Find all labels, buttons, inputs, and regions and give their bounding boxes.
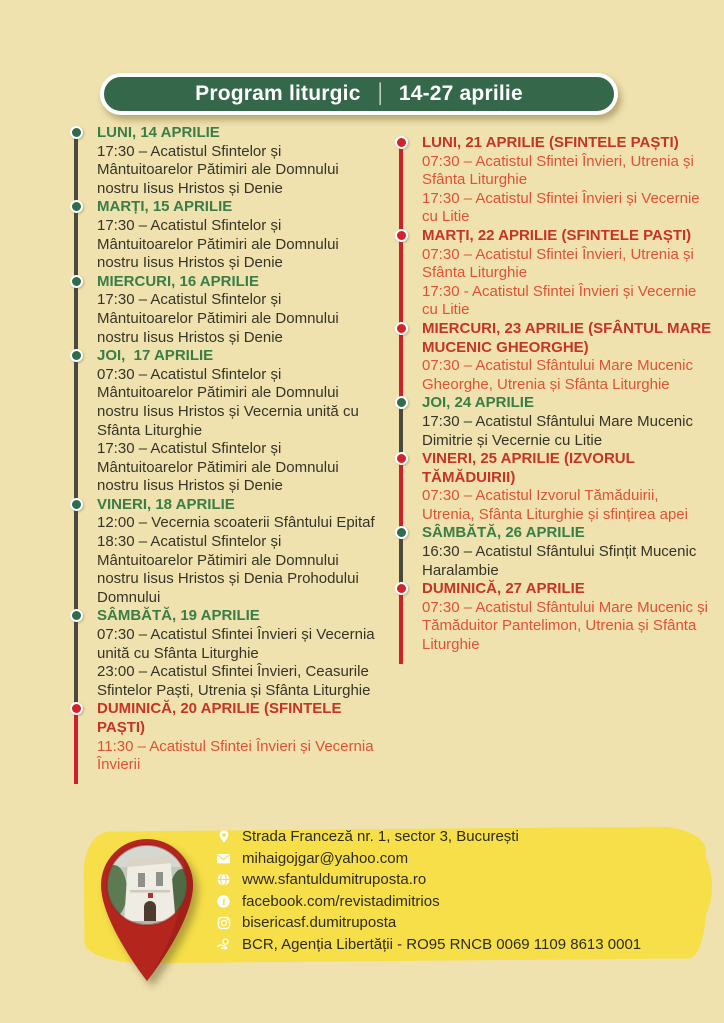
day-entry: [70, 607, 380, 700]
event-line: 17:30 - Acatistul Sfintei Învieri și Vecernie cu Litie: [422, 282, 697, 319]
day-title: VINERI, 18 APRILIE: [97, 495, 235, 513]
globe-icon: [216, 872, 231, 887]
day-title: DUMINICĂ, 20 APRILIE (SFINTELE PAȘTI): [97, 700, 346, 736]
event-line: 18:30 – Acatistul Sfintelor și Mântuitoarelor Pătimiri ale Domnului nostru Iisus Hristos și Denia Prohodului Domnului: [97, 533, 359, 606]
day-entry: [395, 134, 712, 227]
day-title: MIERCURI, 23 APRILIE (SFÂNTUL MARE MUCENIC GHEORGHE): [422, 319, 716, 356]
event-line: 23:00 – Acatistul Sfintei Învieri, Ceasurile Sfintelor Paști, Utrenia și Sfânta Liturghie: [97, 663, 371, 699]
day-title: JOI, 17 APRILIE: [97, 347, 214, 365]
timeline-line: [399, 463, 403, 529]
event-line: 07:30 – Acatistul Sfintelor și Mântuitoarelor Pătimiri ale Domnului nostru Iisus Hristos și Vecernia unită cu Sfânta Liturghie: [97, 365, 359, 439]
timeline-line: [74, 137, 78, 203]
date-range: 14-27 aprilie: [398, 82, 523, 105]
event-line: 12:00 – Vecernia scoaterii Sfântului Epitaf: [97, 514, 375, 532]
day-title: JOI, 24 APRILIE: [422, 394, 534, 412]
svg-text:f: f: [222, 897, 226, 908]
timeline-line: [399, 407, 403, 455]
event-line: 07:30 – Acatistul Sfântului Mare Mucenic și Tămăduitor Pantelimon, Utrenia și Sfânta Liturghie: [422, 598, 708, 654]
timeline-line: [399, 333, 403, 399]
schedule: [70, 124, 716, 775]
timeline-dot-icon: [70, 275, 83, 288]
day-entry: [395, 524, 712, 580]
event-line: 16:30 – Acatistul Sfântului Sfințit Mucenic Haralambie: [422, 543, 697, 579]
event-line: 17:30 – Acatistul Sfintei Învieri și Vecernie cu Litie: [422, 189, 700, 226]
contact-instagram: [216, 912, 641, 934]
day-title: LUNI, 21 APRILIE (SFINTELE PAȘTI): [422, 134, 679, 151]
church-map-pin: [94, 833, 200, 985]
facebook-icon: [216, 894, 231, 909]
day-title: SÂMBĂTĂ, 26 APRILIE: [422, 524, 585, 542]
timeline-dot-icon: [70, 200, 83, 213]
instagram-icon: [216, 915, 231, 930]
timeline-dot-icon: [395, 396, 408, 409]
day-entry: [70, 347, 380, 496]
timeline-dot-icon: [395, 582, 408, 595]
event-line: 17:30 – Acatistul Sfintelor și Mântuitoarelor Pătimiri ale Domnului nostru Iisus Hristos și Denie: [97, 291, 339, 346]
header-banner: [100, 73, 618, 115]
facebook-text: facebook.com/revistadimitrios: [242, 892, 440, 910]
day-entry: [70, 124, 380, 198]
timeline-line: [74, 713, 78, 783]
event-line: 07:30 – Acatistul Sfântului Mare Mucenic Gheorghe, Utrenia și Sfânta Liturghie: [422, 357, 693, 393]
day-title: SÂMBĂTĂ, 19 APRILIE: [97, 607, 260, 625]
day-entry: [70, 700, 380, 774]
timeline-line: [399, 147, 403, 232]
contact-address: [216, 826, 641, 848]
event-line: 17:30 – Acatistul Sfintelor și Mântuitoarelor Pătimiri ale Domnului nostru Iisus Hristos și Denie: [97, 216, 339, 272]
event-line: 11:30 – Acatistul Sfintei Învieri și Vecernia Învierii: [97, 737, 374, 774]
event-line: 17:30 – Acatistul Sfântului Mare Mucenic Dimitrie și Vecernie cu Litie: [422, 412, 693, 449]
timeline-dot-icon: [70, 702, 83, 715]
day-entry: [70, 496, 380, 608]
timeline-line: [399, 537, 403, 585]
bank-text: BCR, Agenția Libertății - RO95 RNCB 0069 1109 8613 0001: [242, 935, 642, 953]
day-entry: [395, 394, 712, 450]
day-title: DUMINICĂ, 27 APRILIE: [422, 580, 585, 598]
timeline-line: [74, 620, 78, 705]
timeline-dot-icon: [395, 136, 408, 149]
map-pin-icon: [94, 833, 200, 985]
day-entry: [395, 227, 712, 320]
location-pin-icon: [216, 829, 231, 844]
day-title: MARȚI, 22 APRILIE (SFINTELE PAȘTI): [422, 226, 692, 244]
timeline-dot-icon: [70, 349, 83, 362]
event-line: 07:30 – Acatistul Sfintei Învieri, Utrenia și Sfânta Liturghie: [422, 152, 694, 189]
timeline-line: [74, 509, 78, 613]
event-line: 07:30 – Acatistul Sfintei Învieri și Vecernia unită cu Sfânta Liturghie: [97, 626, 375, 662]
day-entry: [70, 273, 380, 347]
contact-facebook: [216, 891, 641, 913]
event-line: 17:30 – Acatistul Sfintelor și Mântuitoarelor Pătimiri ale Domnului nostru Iisus Hristos și Denie: [97, 142, 339, 197]
timeline-line: [74, 286, 78, 352]
timeline-line: [399, 593, 403, 663]
timeline-line: [399, 240, 403, 325]
header-separator: |: [377, 79, 382, 106]
column-left: [70, 124, 380, 775]
page-title: Program liturgic: [195, 82, 361, 105]
timeline-dot-icon: [395, 526, 408, 539]
timeline-line: [74, 211, 78, 277]
day-entry: [70, 198, 380, 272]
event-line: 07:30 – Acatistul Izvorul Tămăduirii, Utrenia, Sfânta Liturghie și sfințirea apei: [422, 487, 688, 523]
day-entry: [395, 450, 712, 524]
day-entry: [395, 319, 716, 394]
day-title: MARȚI, 15 APRILIE: [97, 198, 233, 216]
timeline-dot-icon: [70, 498, 83, 511]
email-text: mihaigojgar@yahoo.com: [242, 849, 409, 867]
day-title: LUNI, 14 APRILIE: [97, 124, 220, 141]
contact-website: [216, 869, 641, 891]
address-text: Strada Franceză nr. 1, sector 3, București: [242, 828, 519, 846]
day-title: VINERI, 25 APRILIE (IZVORUL TĂMĂDUIRII): [422, 450, 639, 486]
timeline-dot-icon: [70, 609, 83, 622]
timeline-dot-icon: [395, 229, 408, 242]
bank-icon: [216, 937, 231, 952]
timeline-line: [74, 360, 78, 501]
event-line: 07:30 – Acatistul Sfintei Învieri, Utrenia și Sfânta Liturghie: [422, 245, 694, 282]
contact-email: [216, 848, 641, 870]
timeline-dot-icon: [395, 452, 408, 465]
email-icon: [216, 851, 231, 866]
column-right: [395, 134, 716, 775]
contact-bank: [216, 934, 641, 956]
timeline-dot-icon: [395, 322, 408, 335]
timeline-dot-icon: [70, 126, 83, 139]
day-entry: [395, 580, 712, 654]
event-line: 17:30 – Acatistul Sfintelor și Mântuitoarelor Pătimiri ale Domnului nostru Iisus Hristos și Denie: [97, 440, 339, 495]
instagram-text: bisericasf.dumitruposta: [242, 914, 397, 932]
day-title: MIERCURI, 16 APRILIE: [97, 272, 259, 290]
website-text: www.sfantuldumitruposta.ro: [242, 871, 427, 889]
contact-list: [216, 826, 641, 955]
